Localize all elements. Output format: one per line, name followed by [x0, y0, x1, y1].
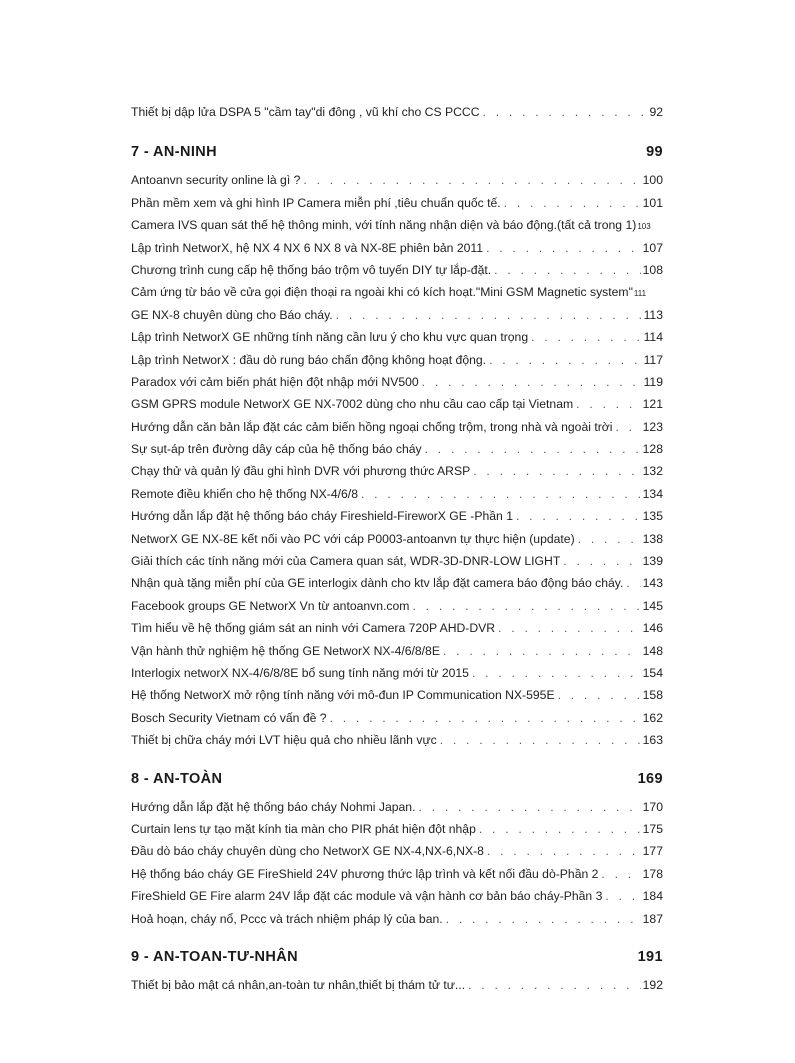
toc-entry-page: 113 — [643, 307, 663, 322]
toc-entry-page: 187 — [642, 911, 663, 926]
leader-dots — [501, 192, 641, 214]
toc-entry-page: 148 — [642, 643, 663, 658]
toc-entry[interactable] — [131, 662, 663, 684]
toc-entry-page: 107 — [642, 240, 663, 255]
leader-dots — [470, 460, 640, 482]
toc-entry-title: Thiết bị chữa cháy mới LVT hiệu quả cho nhiều lãnh vực — [131, 733, 437, 748]
toc-entry[interactable] — [131, 572, 663, 594]
chapter-title: 7 - AN-NINH — [131, 144, 218, 161]
toc-entry-title: Cảm ứng từ báo về cửa gọi điện thoại ra ngoài khi có kích hoạt."Mini GSM Magnetic system" — [131, 285, 633, 300]
leader-dots — [555, 684, 641, 706]
toc-entry-title: Sự sụt-áp trên đường dây cáp của hệ thống báo cháy — [131, 442, 422, 457]
leader-dots — [415, 796, 640, 818]
toc-entry-title: Camera IVS quan sát thế hệ thông minh, với tính năng nhận diện và báo động.(tất cả trong 1) — [131, 218, 637, 233]
toc-entry[interactable] — [131, 617, 663, 639]
toc-entry[interactable] — [131, 460, 663, 482]
toc-entry[interactable] — [131, 304, 663, 326]
toc-entry[interactable] — [131, 840, 663, 862]
leader-dots — [495, 617, 641, 639]
toc-entry-title: Đầu dò báo cháy chuyên dùng cho NetworX GE NX-4,NX-6,NX-8 — [131, 844, 484, 859]
chapter-page: 169 — [637, 770, 663, 787]
toc-entry[interactable] — [131, 550, 663, 572]
toc-entry-page: 145 — [642, 598, 663, 613]
toc-entry-title: Hoả hoạn, cháy nổ, Pccc và trách nhiệm pháp lý của ban. — [131, 911, 443, 926]
toc-entry-page: 111 — [633, 289, 647, 299]
toc-entry-title: Facebook groups GE NetworX Vn từ antoanvn.com — [131, 598, 410, 613]
leader-dots — [469, 662, 641, 684]
leader-dots — [528, 326, 641, 348]
toc-entry[interactable] — [131, 863, 663, 885]
leader-dots — [437, 729, 641, 751]
leader-dots — [358, 483, 641, 505]
toc-entry-page: 177 — [642, 844, 663, 859]
toc-entry[interactable] — [131, 483, 663, 505]
leader-dots — [476, 818, 641, 840]
toc-entry[interactable] — [131, 237, 663, 259]
toc-entry-title: Hướng dẫn lắp đặt hệ thống báo cháy Fireshield-FireworX GE -Phần 1 — [131, 509, 513, 524]
toc-entry[interactable] — [131, 707, 663, 729]
toc-entry-page: 123 — [642, 419, 663, 434]
toc-entry[interactable] — [131, 528, 663, 550]
toc-entry-title: Chạy thử và quản lý đầu ghi hình DVR với phương thức ARSP — [131, 464, 471, 479]
toc-entry-page: 184 — [642, 889, 663, 904]
toc-entry[interactable] — [131, 684, 663, 706]
leader-dots — [483, 237, 641, 259]
toc-entry-title: Interlogix networX NX-4/6/8/8E bổ sung tính năng mới từ 2015 — [131, 665, 469, 680]
toc-entry[interactable] — [131, 192, 663, 214]
toc-entry-title: NetworX GE NX-8E kết nối vào PC với cáp P0003-antoanvn tự thực hiện (update) — [131, 531, 575, 546]
leader-dots — [465, 974, 641, 996]
leader-dots — [440, 640, 641, 662]
toc-entry-page: 158 — [642, 688, 663, 703]
toc-entry-title: Hệ thống NetworX mở rộng tính năng với mô-đun IP Communication NX-595E — [131, 688, 555, 703]
toc-entry-page: 162 — [642, 710, 663, 725]
chapter-heading-an-ninh[interactable] — [131, 141, 663, 163]
chapter-page: 191 — [637, 948, 663, 965]
toc-entry-title: Curtain lens tự tạo mặt kính tia màn cho PIR phát hiện đột nhập — [131, 821, 476, 836]
toc-entry[interactable] — [131, 595, 663, 617]
toc-entry-title: Nhận quà tặng miễn phí của GE interlogix dành cho ktv lắp đặt camera báo động báo cháy. — [131, 576, 624, 591]
toc-entry-page: 101 — [642, 195, 663, 210]
chapter-title: 8 - AN-TOÀN — [131, 770, 223, 787]
toc-entry-title: Remote điều khiển cho hệ thống NX-4/6/8 — [131, 486, 358, 501]
leader-dots — [602, 885, 640, 907]
toc-entry[interactable] — [131, 349, 663, 371]
leader-dots — [419, 371, 642, 393]
toc-entry[interactable] — [131, 640, 663, 662]
toc-entry-page: 128 — [642, 442, 663, 457]
toc-entry-title: Antoanvn security online là gì ? — [131, 173, 301, 188]
toc-entry-page: 134 — [642, 486, 663, 501]
leader-dots — [573, 393, 641, 415]
toc-entry-title: Thiết bị bảo mật cá nhân,an-toàn tư nhân,thiết bị thám tử tư... — [131, 977, 466, 992]
toc-entry-page: 92 — [649, 105, 663, 119]
toc-entry-page: 103 — [637, 222, 651, 232]
toc-entry-title: Lập trình NetworX GE những tính năng cần lưu ý cho khu vực quan trọng — [131, 330, 529, 345]
toc-entry-page: 117 — [643, 352, 663, 367]
toc-entry-title: Hệ thống báo cháy GE FireShield 24V phương thức lập trình và kết nối đầu dò-Phần 2 — [131, 866, 599, 881]
toc-entry-title: GE NX-8 chuyên dùng cho Báo cháy. — [131, 307, 333, 322]
toc-entry[interactable] — [131, 908, 663, 930]
toc-entry-title: FireShield GE Fire alarm 24V lắp đặt các module và vận hành cơ bản báo cháy-Phần 3 — [131, 889, 603, 904]
leader-dots — [409, 595, 640, 617]
toc-entry[interactable] — [131, 818, 663, 840]
toc-entry-title: Lập trình NetworX, hệ NX 4 NX 6 NX 8 và NX-8E phiên bản 2011 — [131, 240, 484, 255]
toc-entry-page: 163 — [642, 733, 663, 748]
toc-entry-page: 135 — [642, 509, 663, 524]
toc-entry[interactable] — [131, 281, 663, 303]
toc-entry-page: 138 — [642, 531, 663, 546]
toc-entry-page: 146 — [642, 621, 663, 636]
leader-dots — [480, 101, 648, 123]
toc-entry-title: Chương trình cung cấp hệ thống báo trộm vô tuyến DIY tự lắp-đặt. — [131, 262, 492, 277]
toc-entry[interactable] — [131, 729, 663, 751]
toc-entry[interactable] — [131, 371, 663, 393]
toc-entry[interactable] — [131, 101, 663, 123]
chapter-heading-an-toan[interactable] — [131, 768, 663, 790]
leader-dots — [575, 528, 641, 550]
toc-entry-title: Phần mềm xem và ghi hình IP Camera miễn phí ,tiêu chuẩn quốc tế. — [131, 195, 501, 210]
chapter-page: 99 — [646, 144, 663, 161]
toc-entry-title: Vận hành thử nghiệm hệ thống GE NetworX NX-4/6/8/8E — [131, 643, 440, 658]
toc-entry-page: 192 — [642, 977, 663, 992]
toc-entry-title: Lập trình NetworX : đầu dò rung báo chấn động không hoạt động. — [131, 352, 487, 367]
toc-entry[interactable] — [131, 796, 663, 818]
toc-entry[interactable] — [131, 169, 663, 191]
toc-entry[interactable] — [131, 259, 663, 281]
toc-entry[interactable] — [131, 438, 663, 460]
table-of-contents — [131, 101, 663, 996]
toc-entry-page: 139 — [642, 554, 663, 569]
leader-dots — [422, 438, 641, 460]
toc-entry-title: Hướng dẫn căn bản lắp đặt các cảm biến hồng ngoại chống trộm, trong nhà và ngoài trời — [131, 419, 613, 434]
toc-entry-page: 132 — [642, 464, 663, 479]
toc-entry-page: 100 — [642, 173, 663, 188]
toc-entry-title: Hướng dẫn lắp đặt hệ thống báo cháy Nohmi Japan. — [131, 799, 416, 814]
toc-entry-page: 175 — [642, 821, 663, 836]
toc-entry-title: GSM GPRS module NetworX GE NX-7002 dùng cho nhu cầu cao cấp tại Vietnam — [131, 397, 574, 412]
toc-entry-page: 121 — [642, 397, 663, 412]
toc-entry-title: Bosch Security Vietnam có vấn đề ? — [131, 710, 327, 725]
chapter-heading-an-toan-tu-nhan[interactable] — [131, 946, 663, 968]
toc-entry-page: 143 — [642, 576, 663, 591]
toc-entry-title: Tìm hiểu về hệ thống giám sát an ninh với Camera 720P AHD-DVR — [131, 621, 496, 636]
leader-dots — [598, 863, 640, 885]
toc-entry[interactable] — [131, 416, 663, 438]
toc-entry[interactable] — [131, 974, 663, 996]
toc-entry-page: 119 — [643, 374, 663, 389]
leader-dots — [491, 259, 641, 281]
toc-entry-title: Paradox với cảm biến phát hiện đột nhập mới NV500 — [131, 374, 419, 389]
toc-entry[interactable] — [131, 214, 663, 236]
leader-dots — [560, 550, 640, 572]
toc-entry-page: 108 — [642, 262, 663, 277]
leader-dots — [623, 572, 640, 594]
toc-entry-page: 178 — [642, 866, 663, 881]
leader-dots — [327, 707, 641, 729]
leader-dots — [486, 349, 642, 371]
chapter-title: 9 - AN-TOAN-TƯ-NHÂN — [131, 948, 299, 965]
toc-entry-page: 114 — [643, 330, 663, 345]
leader-dots — [513, 505, 641, 527]
toc-entry[interactable] — [131, 885, 663, 907]
leader-dots — [484, 840, 641, 862]
toc-entry-title: Giải thích các tính năng mới của Camera quan sát, WDR-3D-DNR-LOW LIGHT — [131, 554, 561, 569]
toc-entry-page: 170 — [642, 799, 663, 814]
toc-entry[interactable] — [131, 505, 663, 527]
toc-entry-title: Thiết bị dập lửa DSPA 5 "cầm tay"di đông , vũ khí cho CS PCCC — [131, 105, 480, 119]
toc-entry-page: 154 — [642, 665, 663, 680]
leader-dots — [300, 169, 640, 191]
leader-dots — [612, 416, 640, 438]
leader-dots — [333, 304, 642, 326]
toc-entry[interactable] — [131, 393, 663, 415]
leader-dots — [443, 908, 641, 930]
toc-entry[interactable] — [131, 326, 663, 348]
